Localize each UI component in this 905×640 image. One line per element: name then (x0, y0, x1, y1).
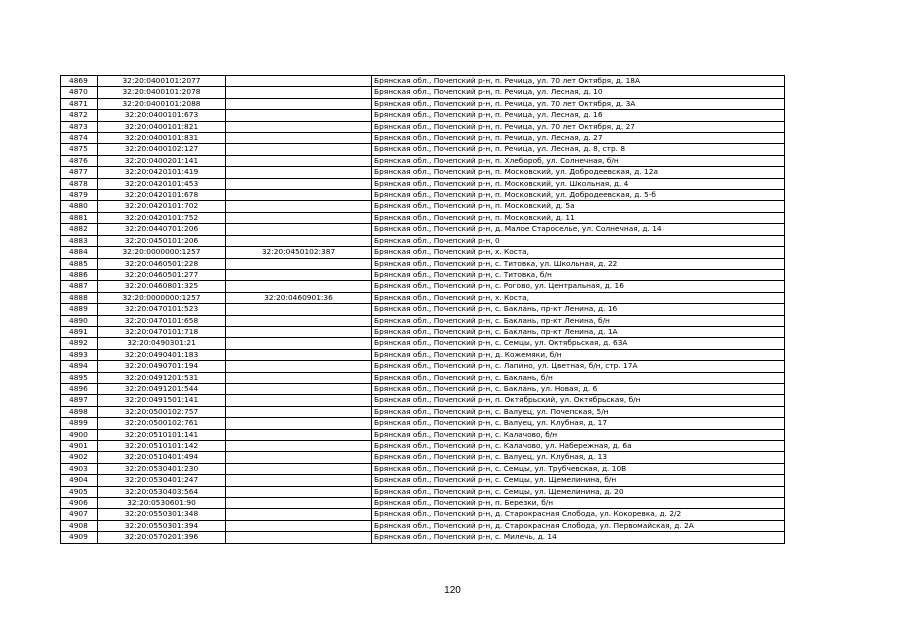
row-number-cell: 4892 (61, 338, 98, 349)
table-row (61, 395, 785, 406)
table-row (61, 532, 785, 543)
cadastral-number-cell: 32:20:0570201:396 (98, 532, 226, 543)
address-cell: Брянская обл., Почепский р-н, п. Московский, д. 5а (372, 201, 785, 212)
row-number-cell: 4906 (61, 498, 98, 509)
address-cell: Брянская обл., Почепский р-н, с. Титовка, ул. Школьная, д. 22 (372, 258, 785, 269)
parent-cadastral-number-cell (226, 201, 372, 212)
cadastral-number-cell: 32:20:0550301:394 (98, 520, 226, 531)
address-cell: Брянская обл., Почепский р-н, с. Баклань, пр-кт Ленина, д. 1А (372, 326, 785, 337)
table-row (61, 372, 785, 383)
table-row (61, 349, 785, 360)
row-number-cell: 4889 (61, 304, 98, 315)
row-number-cell: 4885 (61, 258, 98, 269)
cadastral-number-cell: 32:20:0491201:544 (98, 383, 226, 394)
address-cell: Брянская обл., Почепский р-н, с. Семцы, ул. Щемелинина, б/н (372, 475, 785, 486)
registry-table-body (61, 76, 785, 544)
table-row (61, 441, 785, 452)
address-cell: Брянская обл., Почепский р-н, с. Баклань, ул. Новая, д. 6 (372, 383, 785, 394)
row-number-cell: 4903 (61, 463, 98, 474)
parent-cadastral-number-cell (226, 133, 372, 144)
parent-cadastral-number-cell (226, 532, 372, 543)
table-row (61, 144, 785, 155)
address-cell: Брянская обл., Почепский р-н, с. Рогово, ул. Центральная, д. 16 (372, 281, 785, 292)
row-number-cell: 4896 (61, 383, 98, 394)
row-number-cell: 4881 (61, 212, 98, 223)
parent-cadastral-number-cell (226, 486, 372, 497)
cadastral-number-cell: 32:20:0470101:718 (98, 326, 226, 337)
parent-cadastral-number-cell (226, 98, 372, 109)
table-row (61, 361, 785, 372)
cadastral-number-cell: 32:20:0440701:206 (98, 224, 226, 235)
table-row (61, 201, 785, 212)
table-row (61, 304, 785, 315)
table-row (61, 190, 785, 201)
cadastral-number-cell: 32:20:0400102:127 (98, 144, 226, 155)
row-number-cell: 4882 (61, 224, 98, 235)
row-number-cell: 4886 (61, 269, 98, 280)
row-number-cell: 4890 (61, 315, 98, 326)
address-cell: Брянская обл., Почепский р-н, п. Московский, ул. Добродеевская, д. 12а (372, 167, 785, 178)
parent-cadastral-number-cell: 32:20:0450102:387 (226, 247, 372, 258)
table-row (61, 486, 785, 497)
table-row (61, 338, 785, 349)
address-cell: Брянская обл., Почепский р-н, с. Баклань, пр-кт Ленина, б/н (372, 315, 785, 326)
parent-cadastral-number-cell (226, 418, 372, 429)
cadastral-number-cell: 32:20:0491201:531 (98, 372, 226, 383)
cadastral-number-cell: 32:20:0460501:228 (98, 258, 226, 269)
parent-cadastral-number-cell (226, 372, 372, 383)
address-cell: Брянская обл., Почепский р-н, с. Калачово, б/н (372, 429, 785, 440)
table-row (61, 452, 785, 463)
row-number-cell: 4899 (61, 418, 98, 429)
row-number-cell: 4909 (61, 532, 98, 543)
address-cell: Брянская обл., Почепский р-н, п. Октябрьский, ул. Октябрьская, б/н (372, 395, 785, 406)
cadastral-number-cell: 32:20:0420101:702 (98, 201, 226, 212)
parent-cadastral-number-cell (226, 349, 372, 360)
address-cell: Брянская обл., Почепский р-н, п. Московский, д. 11 (372, 212, 785, 223)
table-row (61, 418, 785, 429)
registry-table (60, 75, 785, 544)
address-cell: Брянская обл., Почепский р-н, 0 (372, 235, 785, 246)
cadastral-number-cell: 32:20:0491501:141 (98, 395, 226, 406)
row-number-cell: 4872 (61, 110, 98, 121)
parent-cadastral-number-cell (226, 235, 372, 246)
parent-cadastral-number-cell (226, 121, 372, 132)
table-row (61, 429, 785, 440)
cadastral-number-cell: 32:20:0490701:194 (98, 361, 226, 372)
table-row (61, 269, 785, 280)
address-cell: Брянская обл., Почепский р-н, с. Милечь, д. 14 (372, 532, 785, 543)
table-row (61, 326, 785, 337)
parent-cadastral-number-cell (226, 315, 372, 326)
cadastral-number-cell: 32:20:0470101:658 (98, 315, 226, 326)
table-row (61, 292, 785, 303)
table-row (61, 98, 785, 109)
address-cell: Брянская обл., Почепский р-н, с. Валуец, ул. Клубная, д. 17 (372, 418, 785, 429)
row-number-cell: 4894 (61, 361, 98, 372)
parent-cadastral-number-cell (226, 304, 372, 315)
cadastral-number-cell: 32:20:0530403:564 (98, 486, 226, 497)
cadastral-number-cell: 32:20:0400101:2088 (98, 98, 226, 109)
parent-cadastral-number-cell (226, 383, 372, 394)
cadastral-number-cell: 32:20:0530401:247 (98, 475, 226, 486)
cadastral-number-cell: 32:20:0420101:419 (98, 167, 226, 178)
row-number-cell: 4877 (61, 167, 98, 178)
parent-cadastral-number-cell: 32:20:0460901:36 (226, 292, 372, 303)
parent-cadastral-number-cell (226, 76, 372, 87)
address-cell: Брянская обл., Почепский р-н, д. Старокрасная Слобода, ул. Первомайская, д. 2А (372, 520, 785, 531)
table-row (61, 212, 785, 223)
address-cell: Брянская обл., Почепский р-н, п. Хлебороб, ул. Солнечная, б/н (372, 155, 785, 166)
table-row (61, 235, 785, 246)
table-row (61, 281, 785, 292)
table-row (61, 167, 785, 178)
parent-cadastral-number-cell (226, 144, 372, 155)
cadastral-number-cell: 32:20:0420101:453 (98, 178, 226, 189)
cadastral-number-cell: 32:20:0550301:348 (98, 509, 226, 520)
row-number-cell: 4875 (61, 144, 98, 155)
parent-cadastral-number-cell (226, 406, 372, 417)
parent-cadastral-number-cell (226, 429, 372, 440)
cadastral-number-cell: 32:20:0420101:752 (98, 212, 226, 223)
address-cell: Брянская обл., Почепский р-н, с. Титовка, б/н (372, 269, 785, 280)
parent-cadastral-number-cell (226, 498, 372, 509)
cadastral-number-cell: 32:20:0490401:183 (98, 349, 226, 360)
address-cell: Брянская обл., Почепский р-н, с. Баклань, б/н (372, 372, 785, 383)
address-cell: Брянская обл., Почепский р-н, п. Речица, ул. Лесная, д. 10 (372, 87, 785, 98)
row-number-cell: 4904 (61, 475, 98, 486)
parent-cadastral-number-cell (226, 475, 372, 486)
row-number-cell: 4878 (61, 178, 98, 189)
page-number: 120 (444, 585, 461, 596)
cadastral-number-cell: 32:20:0400101:2077 (98, 76, 226, 87)
cadastral-number-cell: 32:20:0500102:761 (98, 418, 226, 429)
cadastral-number-cell: 32:20:0400101:2078 (98, 87, 226, 98)
cadastral-number-cell: 32:20:0530401:230 (98, 463, 226, 474)
address-cell: Брянская обл., Почепский р-н, п. Речица, ул. 70 лет Октября, д. 27 (372, 121, 785, 132)
table-row (61, 520, 785, 531)
table-row (61, 224, 785, 235)
parent-cadastral-number-cell (226, 258, 372, 269)
row-number-cell: 4901 (61, 441, 98, 452)
table-row (61, 258, 785, 269)
cadastral-number-cell: 32:20:0500102:757 (98, 406, 226, 417)
parent-cadastral-number-cell (226, 110, 372, 121)
address-cell: Брянская обл., Почепский р-н, с. Семцы, ул. Октябрьская, д. 63А (372, 338, 785, 349)
cadastral-number-cell: 32:20:0510101:141 (98, 429, 226, 440)
cadastral-number-cell: 32:20:0460801:325 (98, 281, 226, 292)
address-cell: Брянская обл., Почепский р-н, п. Московский, ул. Добродеевская, д. 5-б (372, 190, 785, 201)
address-cell: Брянская обл., Почепский р-н, п. Московский, ул. Школьная, д. 4 (372, 178, 785, 189)
address-cell: Брянская обл., Почепский р-н, с. Баклань, пр-кт Ленина, д. 16 (372, 304, 785, 315)
row-number-cell: 4879 (61, 190, 98, 201)
address-cell: Брянская обл., Почепский р-н, п. Речица, ул. 70 лет Октября, д. 3А (372, 98, 785, 109)
address-cell: Брянская обл., Почепский р-н, д. Малое Староселье, ул. Солнечная, д. 14 (372, 224, 785, 235)
address-cell: Брянская обл., Почепский р-н, п. Березки, б/н (372, 498, 785, 509)
row-number-cell: 4883 (61, 235, 98, 246)
table-row (61, 133, 785, 144)
parent-cadastral-number-cell (226, 441, 372, 452)
row-number-cell: 4870 (61, 87, 98, 98)
row-number-cell: 4895 (61, 372, 98, 383)
parent-cadastral-number-cell (226, 224, 372, 235)
table-row (61, 76, 785, 87)
address-cell: Брянская обл., Почепский р-н, х. Коста, (372, 247, 785, 258)
address-cell: Брянская обл., Почепский р-н, с. Лапино, ул. Цветная, б/н, стр. 17А (372, 361, 785, 372)
parent-cadastral-number-cell (226, 509, 372, 520)
cadastral-number-cell: 32:20:0400101:673 (98, 110, 226, 121)
parent-cadastral-number-cell (226, 452, 372, 463)
row-number-cell: 4905 (61, 486, 98, 497)
table-row (61, 155, 785, 166)
row-number-cell: 4888 (61, 292, 98, 303)
address-cell: Брянская обл., Почепский р-н, с. Валуец, ул. Клубная, д. 13 (372, 452, 785, 463)
table-row (61, 406, 785, 417)
parent-cadastral-number-cell (226, 87, 372, 98)
table-row (61, 121, 785, 132)
cadastral-number-cell: 32:20:0450101:206 (98, 235, 226, 246)
parent-cadastral-number-cell (226, 463, 372, 474)
address-cell: Брянская обл., Почепский р-н, п. Речица, ул. Лесная, д. 8, стр. 8 (372, 144, 785, 155)
parent-cadastral-number-cell (226, 178, 372, 189)
address-cell: Брянская обл., Почепский р-н, х. Коста, (372, 292, 785, 303)
address-cell: Брянская обл., Почепский р-н, с. Калачово, ул. Набережная, д. 6а (372, 441, 785, 452)
table-row (61, 463, 785, 474)
table-row (61, 247, 785, 258)
parent-cadastral-number-cell (226, 167, 372, 178)
parent-cadastral-number-cell (226, 269, 372, 280)
parent-cadastral-number-cell (226, 281, 372, 292)
cadastral-number-cell: 32:20:0460501:277 (98, 269, 226, 280)
table-row (61, 315, 785, 326)
row-number-cell: 4874 (61, 133, 98, 144)
parent-cadastral-number-cell (226, 520, 372, 531)
row-number-cell: 4907 (61, 509, 98, 520)
cadastral-number-cell: 32:20:0000000:1257 (98, 292, 226, 303)
address-cell: Брянская обл., Почепский р-н, д. Старокрасная Слобода, ул. Кокоревка, д. 2/2 (372, 509, 785, 520)
row-number-cell: 4887 (61, 281, 98, 292)
row-number-cell: 4891 (61, 326, 98, 337)
row-number-cell: 4908 (61, 520, 98, 531)
row-number-cell: 4869 (61, 76, 98, 87)
cadastral-number-cell: 32:20:0530601:90 (98, 498, 226, 509)
cadastral-number-cell: 32:20:0510401:494 (98, 452, 226, 463)
cadastral-number-cell: 32:20:0000000:1257 (98, 247, 226, 258)
cadastral-number-cell: 32:20:0400101:821 (98, 121, 226, 132)
table-row (61, 475, 785, 486)
parent-cadastral-number-cell (226, 155, 372, 166)
table-row (61, 87, 785, 98)
row-number-cell: 4900 (61, 429, 98, 440)
address-cell: Брянская обл., Почепский р-н, д. Кожемяки, б/н (372, 349, 785, 360)
parent-cadastral-number-cell (226, 361, 372, 372)
row-number-cell: 4893 (61, 349, 98, 360)
address-cell: Брянская обл., Почепский р-н, п. Речица, ул. Лесная, д. 27 (372, 133, 785, 144)
row-number-cell: 4902 (61, 452, 98, 463)
address-cell: Брянская обл., Почепский р-н, с. Семцы, ул. Трубчевская, д. 10В (372, 463, 785, 474)
cadastral-number-cell: 32:20:0420101:678 (98, 190, 226, 201)
table-row (61, 509, 785, 520)
row-number-cell: 4876 (61, 155, 98, 166)
cadastral-number-cell: 32:20:0510101:142 (98, 441, 226, 452)
address-cell: Брянская обл., Почепский р-н, с. Семцы, ул. Щемелинина, д. 20 (372, 486, 785, 497)
table-row (61, 178, 785, 189)
parent-cadastral-number-cell (226, 326, 372, 337)
cadastral-number-cell: 32:20:0400201:141 (98, 155, 226, 166)
parent-cadastral-number-cell (226, 395, 372, 406)
row-number-cell: 4898 (61, 406, 98, 417)
cadastral-number-cell: 32:20:0400101:831 (98, 133, 226, 144)
address-cell: Брянская обл., Почепский р-н, п. Речица, ул. 70 лет Октября, д. 18А (372, 76, 785, 87)
parent-cadastral-number-cell (226, 212, 372, 223)
cadastral-number-cell: 32:20:0470101:523 (98, 304, 226, 315)
address-cell: Брянская обл., Почепский р-н, с. Валуец, ул. Почепская, 5/н (372, 406, 785, 417)
parent-cadastral-number-cell (226, 338, 372, 349)
row-number-cell: 4873 (61, 121, 98, 132)
row-number-cell: 4884 (61, 247, 98, 258)
row-number-cell: 4897 (61, 395, 98, 406)
address-cell: Брянская обл., Почепский р-н, п. Речица, ул. Лесная, д. 16 (372, 110, 785, 121)
table-row (61, 498, 785, 509)
table-row (61, 110, 785, 121)
table-row (61, 383, 785, 394)
row-number-cell: 4871 (61, 98, 98, 109)
parent-cadastral-number-cell (226, 190, 372, 201)
row-number-cell: 4880 (61, 201, 98, 212)
cadastral-number-cell: 32:20:0490301:21 (98, 338, 226, 349)
